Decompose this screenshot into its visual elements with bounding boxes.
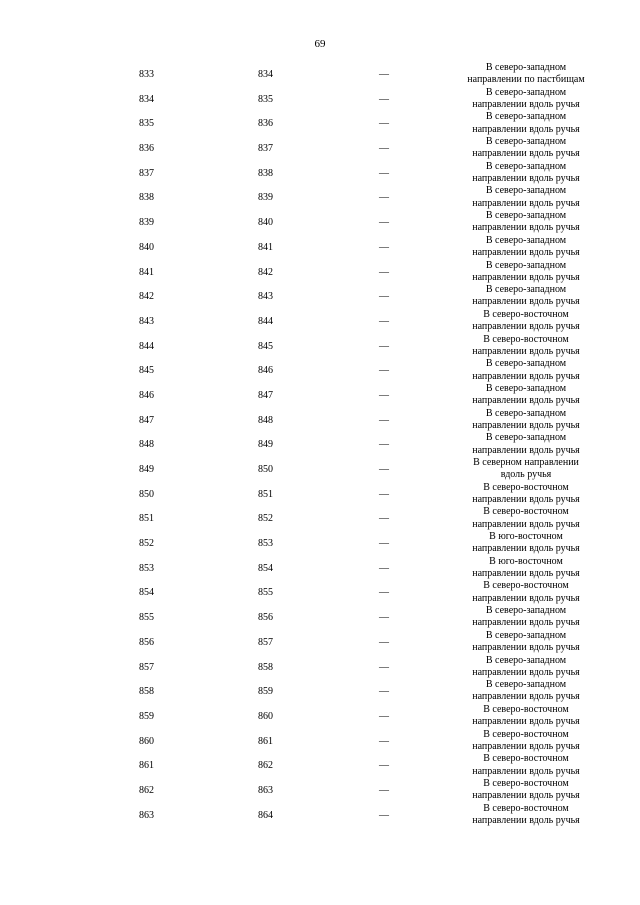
- direction-line: В северо-восточном: [483, 753, 569, 765]
- direction-description: [458, 383, 594, 408]
- point-to: 847: [258, 389, 273, 401]
- point-to: 839: [258, 192, 273, 204]
- point-to: 855: [258, 587, 273, 599]
- point-to: 856: [258, 612, 273, 624]
- distance-dash: —: [379, 315, 389, 327]
- direction-description: [458, 531, 594, 556]
- point-from: 860: [139, 735, 154, 747]
- table-row: [0, 803, 640, 828]
- direction-description: [458, 161, 594, 186]
- point-from: 836: [139, 143, 154, 155]
- direction-description: [458, 457, 594, 482]
- point-from: 835: [139, 118, 154, 130]
- point-from: 858: [139, 686, 154, 698]
- point-from: 846: [139, 389, 154, 401]
- direction-line: В северо-западном: [485, 234, 567, 246]
- point-from: 839: [139, 217, 154, 229]
- point-from: 833: [139, 69, 154, 80]
- table-row: [0, 111, 640, 136]
- table-row: [0, 778, 640, 803]
- direction-line: В северо-западном: [485, 284, 567, 296]
- point-to: 849: [258, 439, 273, 451]
- distance-dash: —: [379, 587, 389, 599]
- direction-line: направлении вдоль ручья: [472, 790, 580, 802]
- direction-description: [458, 506, 594, 531]
- direction-description: [458, 210, 594, 235]
- direction-line: направлении вдоль ручья: [472, 271, 580, 283]
- direction-line: В северо-восточном: [483, 580, 569, 592]
- direction-line: направлении вдоль ручья: [472, 370, 580, 382]
- direction-description: [458, 309, 594, 334]
- distance-dash: —: [379, 784, 389, 796]
- distance-dash: —: [379, 340, 389, 352]
- point-to: 857: [258, 636, 273, 648]
- table-row: [0, 260, 640, 285]
- table-row: [0, 704, 640, 729]
- direction-line: В северо-восточном: [483, 703, 569, 715]
- distance-dash: —: [379, 710, 389, 722]
- direction-line: направлении вдоль ручья: [472, 814, 580, 826]
- direction-description: [458, 704, 594, 729]
- point-to: 852: [258, 513, 273, 525]
- point-to: 843: [258, 291, 273, 303]
- point-from: 850: [139, 488, 154, 500]
- direction-description: [458, 482, 594, 507]
- point-from: 838: [139, 192, 154, 204]
- direction-description: [458, 580, 594, 605]
- distance-dash: —: [379, 735, 389, 747]
- point-to: 841: [258, 241, 273, 253]
- direction-line: направлении вдоль ручья: [472, 197, 580, 209]
- direction-description: [458, 284, 594, 309]
- direction-line: направлении вдоль ручья: [472, 345, 580, 357]
- table-row: [0, 432, 640, 457]
- direction-line: В северо-западном: [485, 136, 567, 148]
- direction-line: направлении вдоль ручья: [472, 395, 580, 407]
- point-to: 858: [258, 661, 273, 673]
- point-from: 851: [139, 513, 154, 525]
- table-row: [0, 655, 640, 680]
- point-from: 853: [139, 562, 154, 574]
- direction-description: [458, 679, 594, 704]
- table-row: [0, 408, 640, 433]
- direction-line: В северо-западном: [485, 432, 567, 444]
- direction-line: В северо-западном: [485, 382, 567, 394]
- table-row: [0, 556, 640, 581]
- direction-line: В северо-западном: [485, 358, 567, 370]
- distance-dash: —: [379, 365, 389, 377]
- point-to: 836: [258, 118, 273, 130]
- table-row: [0, 358, 640, 383]
- direction-description: [458, 729, 594, 754]
- point-from: 834: [139, 93, 154, 105]
- direction-line: В северо-западном: [485, 86, 567, 98]
- direction-line: В северо-восточном: [483, 333, 569, 345]
- distance-dash: —: [379, 661, 389, 673]
- table-row: [0, 383, 640, 408]
- table-row: [0, 729, 640, 754]
- direction-line: направлении вдоль ручья: [472, 716, 580, 728]
- direction-description: [458, 778, 594, 803]
- point-to: 837: [258, 143, 273, 155]
- point-to: 845: [258, 340, 273, 352]
- point-to: 844: [258, 315, 273, 327]
- distance-dash: —: [379, 167, 389, 179]
- direction-description: [458, 556, 594, 581]
- direction-line: направлении вдоль ручья: [472, 592, 580, 604]
- distance-dash: —: [379, 143, 389, 155]
- direction-line: В северном направлении: [473, 457, 579, 468]
- direction-line: направлении вдоль ручья: [472, 666, 580, 678]
- point-to: 840: [258, 217, 273, 229]
- direction-description: [458, 136, 594, 161]
- point-to: 864: [258, 809, 273, 821]
- distance-dash: —: [379, 118, 389, 130]
- point-from: 856: [139, 636, 154, 648]
- direction-line: В северо-западном: [485, 407, 567, 419]
- direction-line: В северо-западном: [485, 160, 567, 172]
- table-row: [0, 630, 640, 655]
- distance-dash: —: [379, 93, 389, 105]
- direction-line: В северо-восточном: [483, 802, 569, 814]
- distance-dash: —: [379, 612, 389, 624]
- distance-dash: —: [379, 414, 389, 426]
- distance-dash: —: [379, 538, 389, 550]
- distance-dash: —: [379, 513, 389, 525]
- direction-line: направлении вдоль ручья: [472, 444, 580, 456]
- point-from: 863: [139, 809, 154, 821]
- point-from: 862: [139, 784, 154, 796]
- direction-line: направлении вдоль ручья: [472, 296, 580, 308]
- direction-line: В северо-западном: [485, 679, 567, 691]
- direction-line: В северо-западном: [485, 629, 567, 641]
- point-from: 852: [139, 538, 154, 550]
- distance-dash: —: [379, 488, 389, 500]
- point-from: 849: [139, 464, 154, 475]
- direction-line: В северо-западном: [485, 259, 567, 271]
- direction-line: направлении вдоль ручья: [472, 493, 580, 505]
- direction-description: [458, 87, 594, 112]
- direction-description: [458, 408, 594, 433]
- direction-line: направлении вдоль ручья: [472, 765, 580, 777]
- distance-dash: —: [379, 464, 389, 475]
- point-from: 848: [139, 439, 154, 451]
- table-row: [0, 161, 640, 186]
- direction-line: направлении вдоль ручья: [472, 148, 580, 160]
- point-to: 863: [258, 784, 273, 796]
- direction-description: [458, 605, 594, 630]
- table-row: [0, 531, 640, 556]
- distance-dash: —: [379, 389, 389, 401]
- point-to: 850: [258, 464, 273, 475]
- point-to: 842: [258, 266, 273, 278]
- direction-line: направлении вдоль ручья: [472, 321, 580, 333]
- direction-description: [458, 803, 594, 828]
- distance-dash: —: [379, 439, 389, 451]
- direction-line: В северо-восточном: [483, 777, 569, 789]
- direction-line: направлении вдоль ручья: [472, 568, 580, 580]
- table-row: [0, 210, 640, 235]
- direction-description: [458, 334, 594, 359]
- direction-description: [458, 358, 594, 383]
- direction-line: направлении вдоль ручья: [472, 543, 580, 555]
- point-from: 840: [139, 241, 154, 253]
- point-from: 844: [139, 340, 154, 352]
- distance-dash: —: [379, 217, 389, 229]
- direction-line: В юго-восточном: [489, 555, 563, 567]
- point-to: 853: [258, 538, 273, 550]
- table-row: [0, 235, 640, 260]
- direction-line: В северо-восточном: [483, 481, 569, 493]
- table-row: [0, 457, 640, 482]
- direction-description: [458, 185, 594, 210]
- direction-description: [458, 432, 594, 457]
- distance-dash: —: [379, 192, 389, 204]
- point-from: 854: [139, 587, 154, 599]
- table-row: [0, 506, 640, 531]
- point-to: 846: [258, 365, 273, 377]
- direction-description: [458, 753, 594, 778]
- distance-dash: —: [379, 291, 389, 303]
- direction-line: направлении вдоль ручья: [472, 419, 580, 431]
- table-row: [0, 284, 640, 309]
- distance-dash: —: [379, 686, 389, 698]
- point-to: 838: [258, 167, 273, 179]
- point-to: 835: [258, 93, 273, 105]
- distance-dash: —: [379, 562, 389, 574]
- distance-dash: —: [379, 266, 389, 278]
- point-from: 845: [139, 365, 154, 377]
- boundary-table: [0, 62, 640, 827]
- point-to: 860: [258, 710, 273, 722]
- point-to: 854: [258, 562, 273, 574]
- direction-line: В северо-западном: [485, 111, 567, 123]
- point-from: 857: [139, 661, 154, 673]
- direction-line: направлении по пастбищам: [467, 74, 585, 86]
- table-row: [0, 753, 640, 778]
- direction-line: В северо-западном: [485, 654, 567, 666]
- direction-description: [458, 630, 594, 655]
- point-from: 861: [139, 760, 154, 772]
- direction-line: направлении вдоль ручья: [472, 173, 580, 185]
- table-row: [0, 136, 640, 161]
- distance-dash: —: [379, 809, 389, 821]
- direction-line: направлении вдоль ручья: [472, 691, 580, 703]
- point-to: 862: [258, 760, 273, 772]
- direction-line: В северо-западном: [485, 210, 567, 222]
- table-row: [0, 185, 640, 210]
- direction-line: направлении вдоль ручья: [472, 222, 580, 234]
- distance-dash: —: [379, 760, 389, 772]
- table-row: [0, 580, 640, 605]
- direction-line: В северо-восточном: [483, 308, 569, 320]
- table-row: [0, 482, 640, 507]
- direction-line: В северо-восточном: [483, 506, 569, 518]
- table-row: [0, 309, 640, 334]
- direction-description: [458, 235, 594, 260]
- distance-dash: —: [379, 69, 389, 80]
- point-from: 841: [139, 266, 154, 278]
- point-from: 847: [139, 414, 154, 426]
- direction-line: направлении вдоль ручья: [472, 617, 580, 629]
- table-row: [0, 605, 640, 630]
- direction-line: направлении вдоль ручья: [472, 98, 580, 110]
- direction-line: В северо-восточном: [483, 728, 569, 740]
- direction-description: [458, 111, 594, 136]
- point-to: 834: [258, 69, 273, 80]
- point-to: 851: [258, 488, 273, 500]
- direction-description: [458, 260, 594, 285]
- point-to: 848: [258, 414, 273, 426]
- direction-description: [458, 655, 594, 680]
- direction-line: В северо-западном: [485, 185, 567, 197]
- table-row: [0, 679, 640, 704]
- table-row: [0, 334, 640, 359]
- page-number: 69: [314, 38, 326, 50]
- table-row: [0, 87, 640, 112]
- direction-line: В юго-восточном: [489, 531, 563, 543]
- point-to: 859: [258, 686, 273, 698]
- direction-description: [458, 62, 594, 87]
- direction-line: направлении вдоль ручья: [472, 642, 580, 654]
- direction-line: направлении вдоль ручья: [472, 247, 580, 259]
- direction-line: направлении вдоль ручья: [472, 518, 580, 530]
- direction-line: направлении вдоль ручья: [472, 740, 580, 752]
- distance-dash: —: [379, 636, 389, 648]
- direction-line: направлении вдоль ручья: [472, 123, 580, 135]
- point-from: 843: [139, 315, 154, 327]
- point-from: 855: [139, 612, 154, 624]
- direction-line: В северо-западном: [485, 62, 567, 73]
- point-from: 837: [139, 167, 154, 179]
- distance-dash: —: [379, 241, 389, 253]
- direction-line: В северо-западном: [485, 605, 567, 617]
- direction-line: вдоль ручья: [500, 469, 552, 481]
- table-row: [0, 62, 640, 87]
- point-to: 861: [258, 735, 273, 747]
- point-from: 842: [139, 291, 154, 303]
- point-from: 859: [139, 710, 154, 722]
